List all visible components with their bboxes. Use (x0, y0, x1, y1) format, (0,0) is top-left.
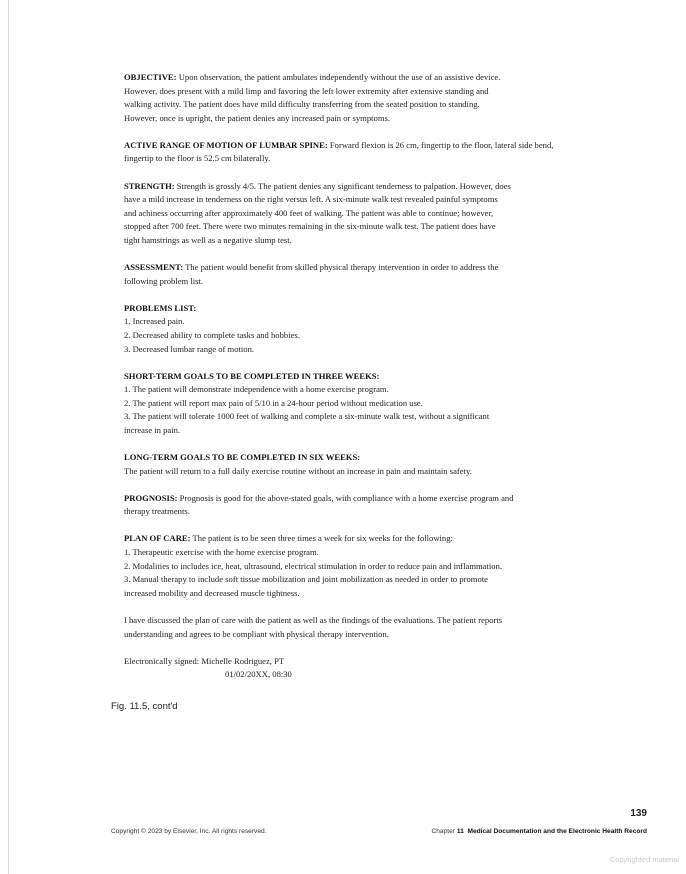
assessment-text-2: following problem list. (124, 275, 204, 286)
plan-line-1 (124, 532, 652, 546)
arom-line-1 (124, 139, 652, 153)
prognosis-section (124, 492, 652, 519)
plan-text-1: The patient is to be seen three times a week for six weeks for the following: (192, 533, 453, 544)
objective-label: OBJECTIVE: (124, 72, 177, 82)
objective-text-2: However, does present with a mild limp and favoring the left lower extremity after extensive standing and (124, 85, 489, 96)
copyright-notice: Copyright © 2023 by Elsevier, Inc. All rights reserved. (111, 828, 267, 835)
arom-text-2: fingertip to the floor is 52.5 cm bilaterally. (124, 153, 271, 164)
problems-label: PROBLEMS LIST: (124, 302, 197, 313)
discussion-text-2: understanding and agrees to be compliant with physical therapy intervention. (124, 628, 389, 639)
copyright-watermark: Copyrighted material (609, 855, 679, 864)
strength-text-4: stopped after 700 feet. There were two minutes remaining in the six-minute walk test. The patient does have (124, 221, 496, 232)
assessment-label: ASSESSMENT: (124, 262, 184, 273)
assessment-line-1 (124, 261, 652, 275)
arom-text-1: Forward flexion is 26 cm, fingertip to the floor, lateral side bend, (329, 139, 554, 150)
long-term-goal-text: The patient will return to a full daily exercise routine without an increase in pain and maintain safety. (124, 465, 472, 476)
page-number: 139 (630, 808, 647, 819)
chapter-title: Medical Documentation and the Electronic Health Record (467, 828, 647, 835)
prognosis-text-1: Prognosis is good for the above-stated goals, with compliance with a home exercise program and (179, 492, 514, 503)
chapter-prefix: Chapter (431, 828, 455, 835)
strength-section (124, 180, 652, 248)
figure-caption: Fig. 11.5, cont'd (111, 701, 178, 712)
arom-label: ACTIVE RANGE OF MOTION OF LUMBAR SPINE: (124, 139, 328, 150)
plan-item-2: 2. Modalities to includes ice, heat, ultrasound, electrical stimulation in order to reduce pain and inflammation. (124, 560, 503, 571)
prognosis-line-1 (124, 492, 652, 506)
plan-label: PLAN OF CARE: (124, 533, 191, 544)
assessment-text-1: The patient would benefit from skilled physical therapy intervention in order to address the (185, 262, 499, 273)
long-term-goals-label: LONG-TERM GOALS TO BE COMPLETED IN SIX WEEKS: (124, 452, 361, 463)
signature-line: Electronically signed: Michelle Rodriguez, PT (124, 655, 285, 666)
strength-text-1: Strength is grossly 4/5. The patient denies any significant tenderness to palpation. However, does (176, 180, 511, 191)
chapter-running-footer (432, 828, 648, 835)
problems-section (124, 302, 652, 356)
objective-text-3: walking activity. The patient does have mild difficulty transferring from the seated position to standing. (124, 99, 480, 110)
prognosis-label: PROGNOSIS: (124, 492, 178, 503)
assessment-section (124, 261, 652, 288)
problem-item-2: 2. Decreased ability to complete tasks and hobbies. (124, 329, 300, 340)
short-term-goal-3-cont: increase in pain. (124, 424, 181, 435)
arom-section (124, 139, 652, 166)
objective-section (124, 71, 652, 125)
signature-datetime: 01/02/20XX, 08:30 (225, 669, 292, 680)
signature-block (124, 655, 652, 682)
short-term-goal-2: 2. The patient will report max pain of 5/10 in a 24-hour period without medication use. (124, 397, 423, 408)
plan-item-3: 3. Manual therapy to include soft tissue mobilization and joint mobilization as needed in order to promote (124, 574, 488, 585)
discussion-text-1: I have discussed the plan of care with the patient as well as the findings of the evaluations. The patient reports (124, 614, 503, 625)
short-term-goal-3: 3. The patient will tolerate 1000 feet of walking and complete a six-minute walk test, without a significant (124, 411, 490, 422)
plan-item-1: 1. Therapeutic exercise with the home exercise program. (124, 547, 319, 558)
objective-line-1 (124, 71, 652, 85)
short-term-goals-section (124, 370, 652, 438)
prognosis-text-2: therapy treatments. (124, 506, 190, 517)
objective-text-1: Upon observation, the patient ambulates independently without the use of an assistive device. (178, 72, 501, 82)
plan-of-care-section (124, 532, 652, 600)
document-body (124, 71, 652, 695)
objective-text-4: However, once is upright, the patient denies any increased pain or symptoms. (124, 112, 390, 123)
strength-text-3: and achiness occurring after approximately 400 feet of walking. The patient was able to continue; however, (124, 207, 494, 218)
problem-item-1: 1. Increased pain. (124, 316, 185, 327)
chapter-number: 11 (456, 828, 464, 835)
plan-item-3-cont: increased mobility and decreased muscle tightness. (124, 587, 300, 598)
long-term-goals-section (124, 451, 652, 478)
problem-item-3: 3. Decreased lumbar range of motion. (124, 343, 255, 354)
strength-text-2: have a mild increase in tenderness on the right versus left. A six-minute walk test revealed painful symptoms (124, 194, 498, 205)
strength-label: STRENGTH: (124, 180, 175, 191)
strength-text-5: tight hamstrings as well as a negative slump test. (124, 234, 292, 245)
short-term-goal-1: 1. The patient will demonstrate independence with a home exercise program. (124, 384, 389, 395)
discussion-section (124, 614, 652, 641)
strength-line-1 (124, 180, 652, 194)
page-edge-line (8, 0, 9, 874)
short-term-goals-label: SHORT-TERM GOALS TO BE COMPLETED IN THREE WEEKS: (124, 370, 380, 381)
